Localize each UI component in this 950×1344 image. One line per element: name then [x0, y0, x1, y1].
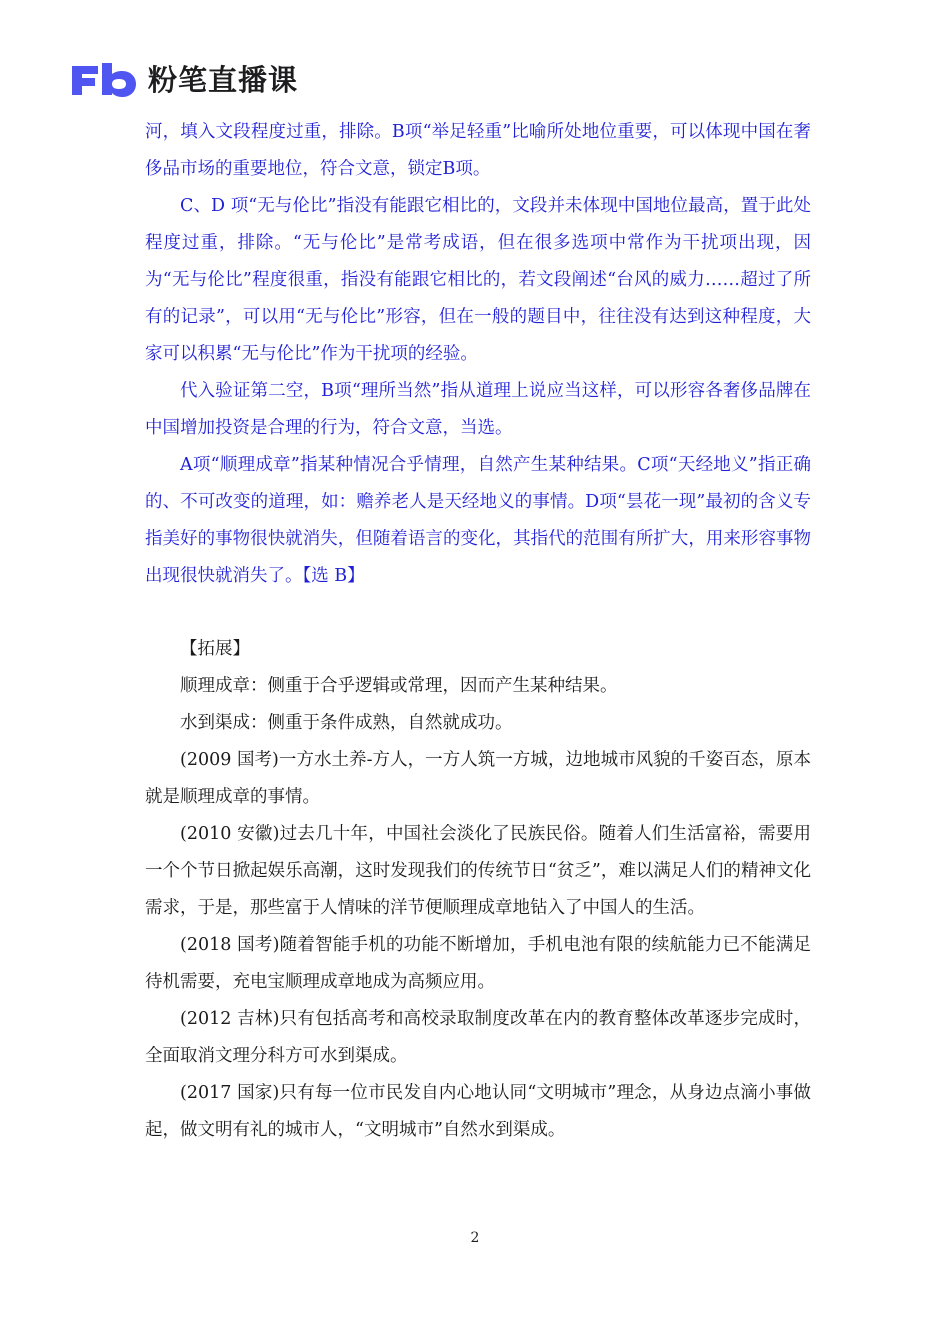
analysis-paragraph: C、D 项“无与伦比”指没有能跟它相比的，文段并未体现中国地位最高，置于此处程度过重，排除。“无与伦比”是常考成语，但在很多选项中常作为干扰项出现，因为“无与伦比”程度很重，指没有能跟它相比的，若文段阐述“台风的威力……超过了所有的记录”，可以用“无与伦比”形容，但在一般的题目中，往往没有达到这种程度，大家可以积累“无与伦比”作为干扰项的经验。	[145, 196, 811, 364]
analysis-paragraph: A项“顺理成章”指某种情况合乎情理，自然产生某种结果。C项“天经地义”指正确的、不可改变的道理，如：赡养老人是天经地义的事情。D项“昙花一现”最初的含义专指美好的事物很快就消失，但随着语言的变化，其指代的范围有所扩大，用来形容事物出现很快就消失了。【选 B】	[145, 455, 811, 586]
fenbi-fb-logo-icon	[68, 60, 140, 100]
extension-paragraph: 水到渠成：侧重于条件成熟，自然就成功。	[180, 713, 513, 733]
answer-analysis	[145, 114, 811, 595]
document-body	[145, 114, 811, 1149]
analysis-paragraph: 代入验证第二空，B项“理所当然”指从道理上说应当这样，可以形容各奢侈品牌在中国增加投资是合理的行为，符合文意，当选。	[145, 381, 811, 438]
extension-paragraph: 顺理成章：侧重于合乎逻辑或常理，因而产生某种结果。	[180, 676, 618, 696]
extension-heading: 【拓展】	[180, 639, 250, 659]
extension-section	[145, 631, 811, 1149]
analysis-paragraph: 河，填入文段程度过重，排除。B项“举足轻重”比喻所处地位重要，可以体现中国在奢侈品市场的重要地位，符合文意，锁定B项。	[145, 122, 811, 179]
extension-paragraph: (2012 吉林)只有包括高考和高校录取制度改革在内的教育整体改革逐步完成时，全面取消文理分科方可水到渠成。	[145, 1009, 811, 1066]
page-header	[68, 58, 298, 102]
extension-paragraph: (2018 国考)随着智能手机的功能不断增加，手机电池有限的续航能力已不能满足待机需要，充电宝顺理成章地成为高频应用。	[145, 935, 811, 992]
brand-name: 粉笔直播课	[148, 63, 299, 97]
section-spacer	[145, 595, 811, 631]
extension-paragraph: (2017 国家)只有每一位市民发自内心地认同“文明城市”理念，从身边点滴小事做起，做文明有礼的城市人，“文明城市”自然水到渠成。	[145, 1083, 811, 1140]
extension-paragraph: (2010 安徽)过去几十年，中国社会淡化了民族民俗。随着人们生活富裕，需要用一个个节日掀起娱乐高潮，这时发现我们的传统节日“贫乏”，难以满足人们的精神文化需求，于是，那些富于人情味的洋节便顺理成章地钻入了中国人的生活。	[145, 824, 811, 918]
extension-paragraph: (2009 国考)一方水土养-方人，一方人筑一方城，边地城市风貌的千姿百态，原本就是顺理成章的事情。	[145, 750, 811, 807]
page-number: 2	[470, 1230, 480, 1246]
